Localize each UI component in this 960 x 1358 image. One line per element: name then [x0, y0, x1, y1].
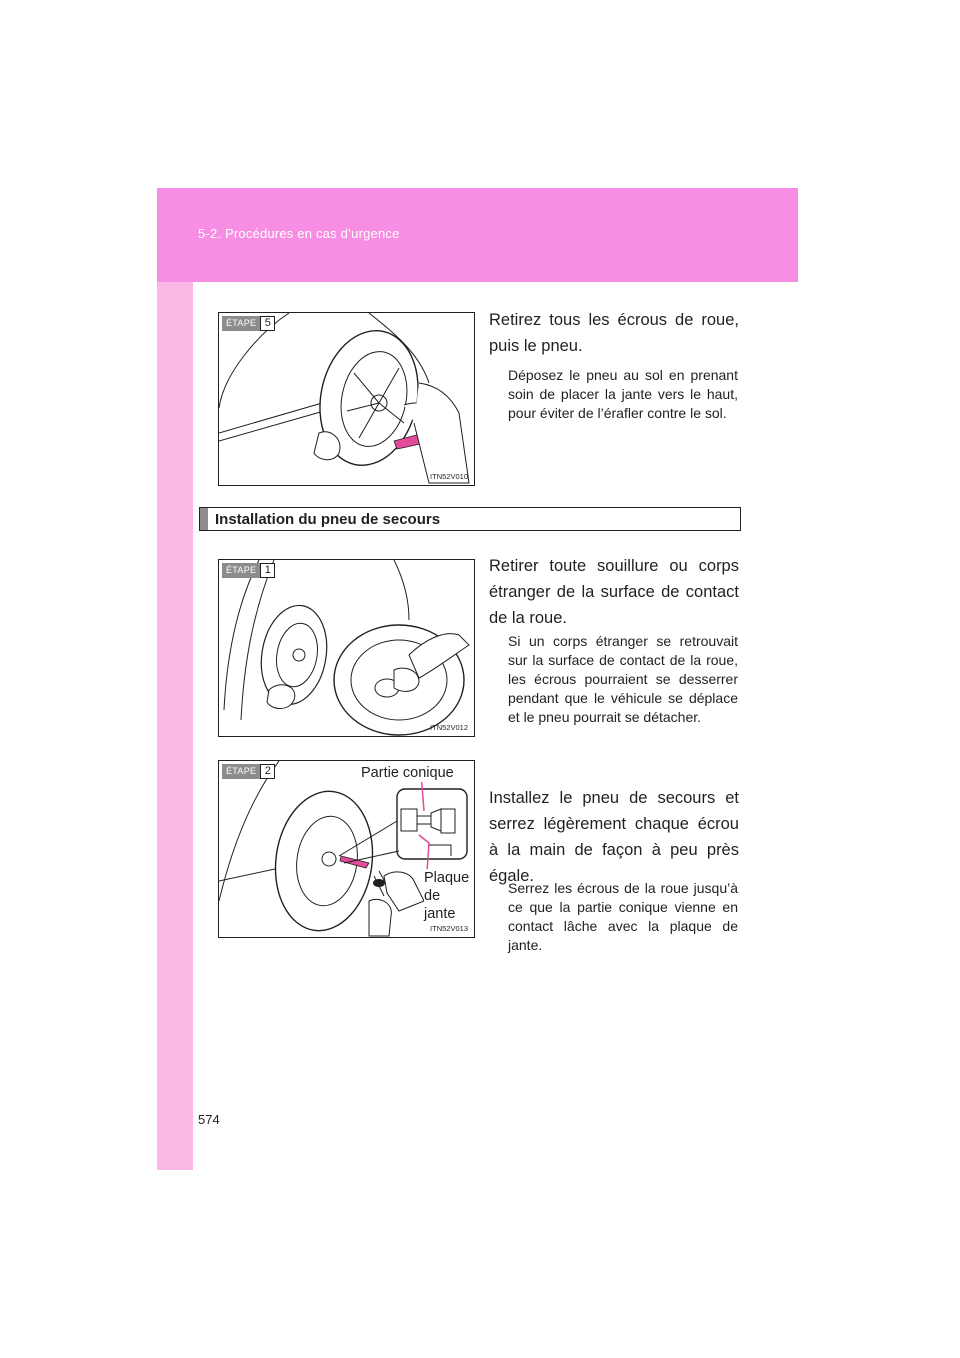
- page-number: 574: [198, 1112, 220, 1127]
- step-badge-label: ÉTAPE: [222, 764, 260, 779]
- side-strip: [157, 188, 193, 1170]
- step-badge: [222, 316, 275, 331]
- section-header: 5-2. Procédures en cas d’urgence: [198, 226, 400, 241]
- step-badge-label: ÉTAPE: [222, 316, 260, 331]
- figure-remove-tire: [218, 312, 475, 486]
- step-badge-number: 5: [260, 316, 275, 331]
- figure-code: ITN52V013: [430, 924, 468, 933]
- step-instruction: Retirez tous les écrous de roue, puis le pneu.: [489, 311, 739, 355]
- clean-surface-illustration: [219, 560, 474, 736]
- step-instruction: Installez le pneu de secours et serrez légèrement chaque écrou à la main de façon à peu près égale.: [489, 789, 739, 885]
- section-marker: [200, 508, 208, 530]
- remove-tire-illustration: [219, 313, 474, 485]
- section-heading: [199, 507, 741, 531]
- callout-plate: Plaque de jante: [424, 869, 474, 923]
- step-badge-number: 1: [260, 563, 275, 578]
- step-note: Déposez le pneu au sol en prenant soin de placer la jante vers le haut, pour éviter de l’érafler contre le sol.: [508, 367, 738, 421]
- step-note: Serrez les écrous de la roue jusqu’à ce que la partie conique vienne en contact lâche avec la plaque de jante.: [508, 880, 738, 953]
- step-badge: [222, 764, 275, 779]
- step-note: Si un corps étranger se retrouvait sur la surface de contact de la roue, les écrous pourraient se desserrer pendant que le véhicule se déplace et le pneu pourrait se détacher.: [508, 633, 738, 725]
- step-badge-label: ÉTAPE: [222, 563, 260, 578]
- figure-code: ITN52V012: [430, 723, 468, 732]
- figure-code: ITN52V010: [430, 472, 468, 481]
- step-badge: [222, 563, 275, 578]
- step-instruction: Retirer toute souillure ou corps étranger de la surface de contact de la roue.: [489, 557, 739, 627]
- section-title: Installation du pneu de secours: [215, 510, 441, 528]
- callout-cone: Partie conique: [358, 764, 457, 782]
- figure-clean-surface: [218, 559, 475, 737]
- step-badge-number: 2: [260, 764, 275, 779]
